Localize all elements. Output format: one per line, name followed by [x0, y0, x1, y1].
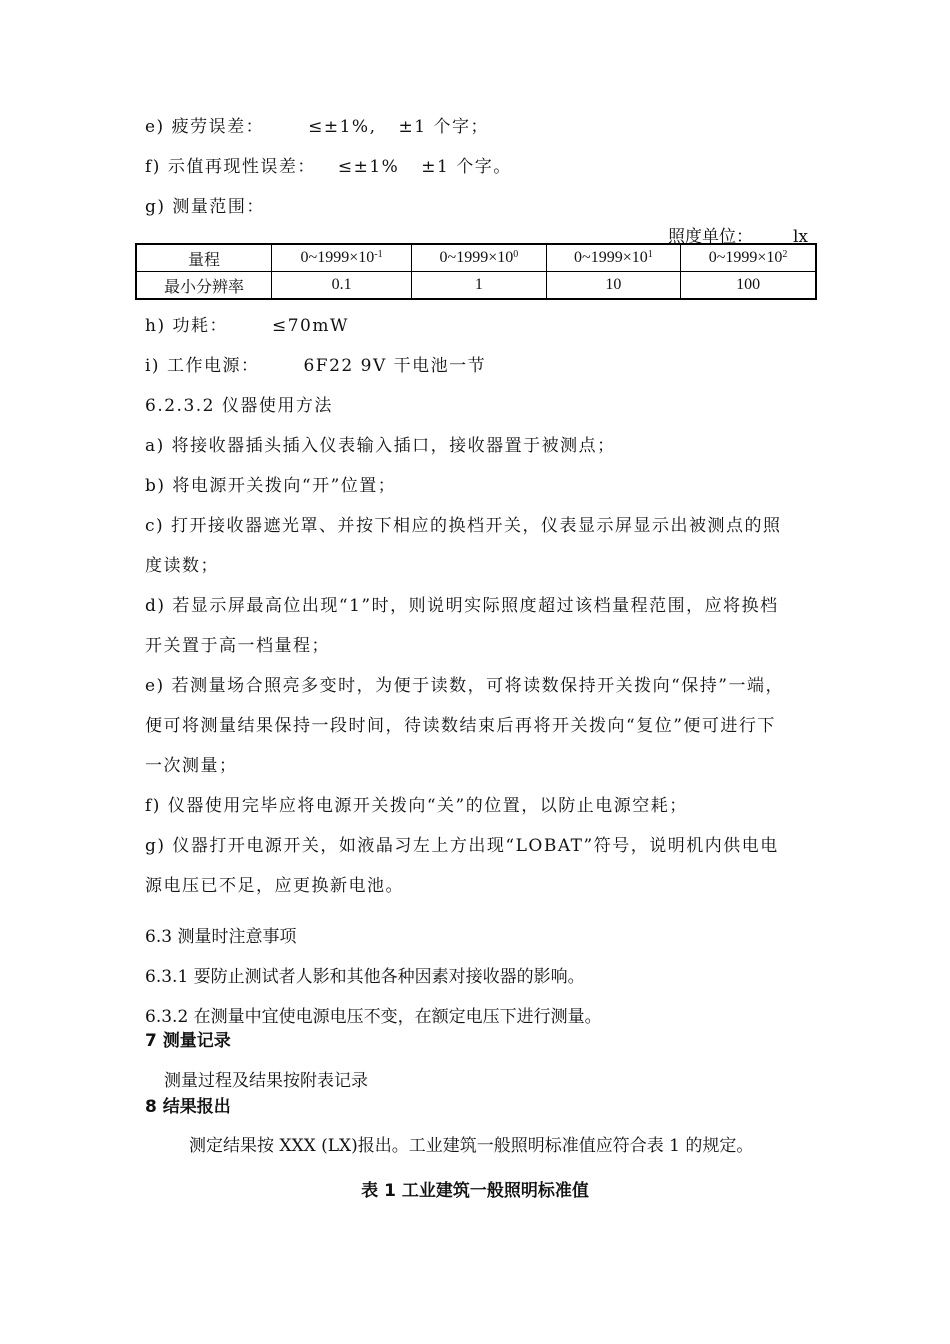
- step-f: f) 仪器使用完毕应将电源开关拨向“关”的位置，以防止电源空耗；: [145, 796, 688, 816]
- step-c-line1: c) 打开接收器遮光罩、并按下相应的换档开关，仪表显示屏显示出被测点的照: [145, 516, 782, 536]
- step-b: b) 将电源开关拨向“开”位置；: [145, 476, 397, 496]
- step-e-line2: 便可将测量结果保持一段时间，待读数结束后再将开关拨向“复位”便可进行下: [145, 716, 776, 736]
- step-g-line2: 源电压已不足，应更换新电池。: [145, 876, 404, 896]
- section-6-3-2: 6.3.2 在测量中宜使电源电压不变，在额定电压下进行测量。: [145, 1007, 602, 1027]
- spec-i: [145, 356, 486, 376]
- spec-e-v2: ±1 个字；: [398, 117, 489, 137]
- spec-i-label: i) 工作电源：: [145, 356, 260, 376]
- spec-i-value: 6F22 9V 干电池一节: [303, 356, 487, 376]
- step-e-line3: 一次测量；: [145, 756, 238, 776]
- heading-8: 8 结果报出: [145, 1097, 231, 1117]
- range-cell: $0\sim 1999\times 10^{-1}$: [272, 244, 412, 272]
- range-cell: $0\sim 1999\times 10^0$: [412, 244, 547, 272]
- unit-label: 照度单位：: [668, 227, 753, 247]
- resolution-cell: 1: [412, 272, 547, 300]
- step-a: a) 将接收器插头插入仪表输入插口，接收器置于被测点；: [145, 436, 616, 456]
- resolution-label: 最小分辨率: [136, 272, 272, 300]
- resolution-cell: 0.1: [272, 272, 412, 300]
- range-label: 量程: [136, 244, 272, 272]
- spec-f-v1: ≤±1%: [337, 157, 400, 177]
- spec-f: [145, 157, 512, 177]
- step-e-line1: e) 若测量场合照亮多变时，为便于读数，可将读数保持开关拨向“保持”一端，: [145, 676, 784, 696]
- spec-e-label: e) 疲劳误差：: [145, 117, 265, 137]
- table-row: [136, 244, 816, 272]
- section-6-3: 6.3 测量时注意事项: [145, 927, 297, 947]
- spec-h-label: h) 功耗：: [145, 316, 228, 336]
- spec-f-label: f) 示值再现性误差：: [145, 157, 316, 177]
- range-cell: $0\sim 1999\times 10^2$: [681, 244, 816, 272]
- paragraph-8: 测定结果按 XXX (LX)报出。工业建筑一般照明标准值应符合表 1 的规定。: [189, 1136, 754, 1156]
- heading-7: 7 测量记录: [145, 1031, 231, 1051]
- step-d-line1: d) 若显示屏最高位出现“1”时，则说明实际照度超过该档量程范围，应将换档: [145, 596, 779, 616]
- section-6-2-3-2: 6.2.3.2 仪器使用方法: [145, 396, 333, 416]
- unit-value: lx: [793, 227, 809, 247]
- resolution-cell: 10: [546, 272, 681, 300]
- range-cell: $0\sim 1999\times 10^1$: [546, 244, 681, 272]
- spec-e-v1: ≤±1%,: [308, 117, 377, 137]
- spec-f-v2: ±1 个字。: [421, 157, 512, 177]
- step-g-line1: g) 仪器打开电源开关，如液晶习左上方出现“LOBAT”符号，说明机内供电电: [145, 836, 779, 856]
- resolution-cell: 100: [681, 272, 816, 300]
- spec-g: [145, 197, 265, 217]
- table-row: [136, 272, 816, 300]
- step-c-line2: 度读数；: [145, 556, 219, 576]
- spec-h-value: ≤70mW: [272, 316, 349, 336]
- spec-e: [145, 117, 489, 137]
- step-d-line2: 开关置于高一档量程；: [145, 636, 330, 656]
- section-6-3-1: 6.3.1 要防止测试者人影和其他各种因素对接收器的影响。: [145, 967, 585, 987]
- spec-h: [145, 316, 349, 336]
- measurement-range-table: [135, 243, 817, 300]
- table-1-title: 表 1 工业建筑一般照明标准值: [361, 1181, 589, 1201]
- spec-g-label: g) 测量范围：: [145, 197, 265, 217]
- paragraph-7: 测量过程及结果按附表记录: [164, 1071, 368, 1091]
